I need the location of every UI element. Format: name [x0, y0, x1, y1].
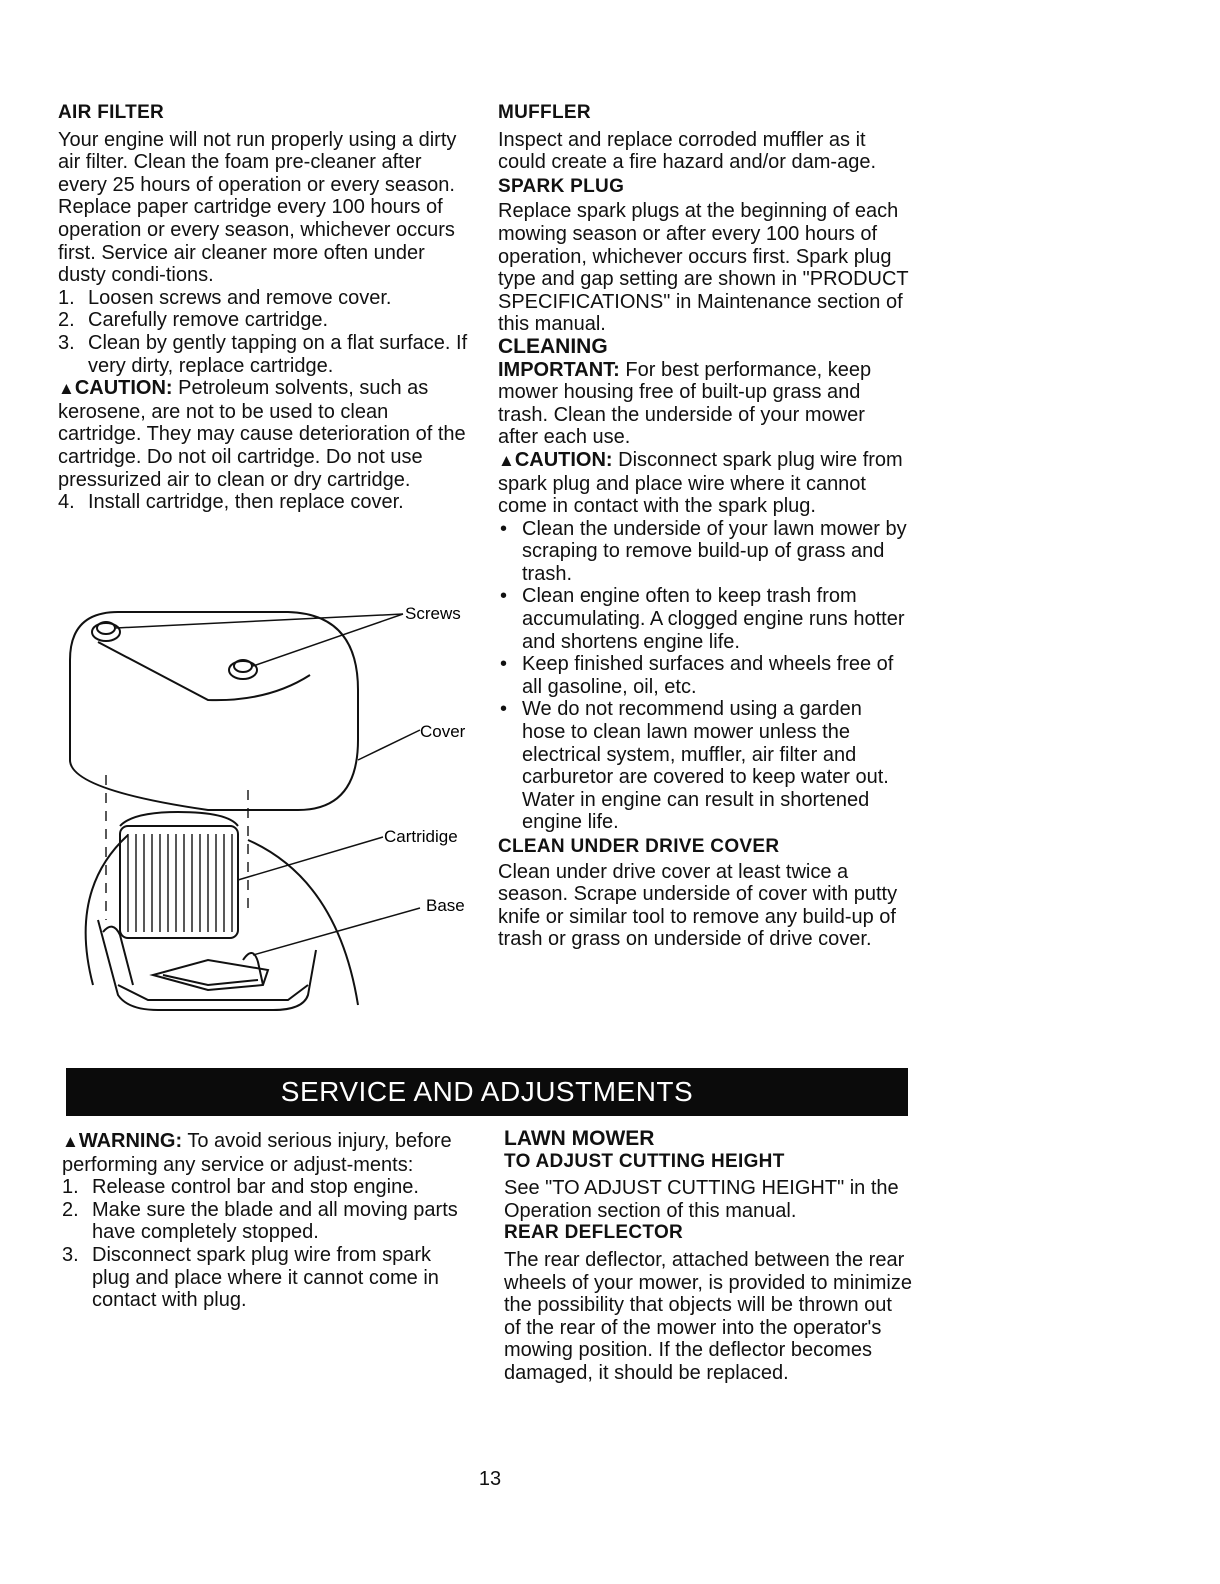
caution-paragraph — [58, 377, 468, 491]
list-item: • We do not recommend using a garden hose to clean lawn mower unless the electrical system, muffler, air filter and carburetor are covered to keep water out. Water in engine can result in shortened engine life. — [500, 698, 889, 834]
warning-section — [62, 1130, 474, 1312]
muffler-text: Inspect and replace corroded muffler as it could create a fire hazard and/or dam-age. — [498, 128, 876, 174]
maintenance-right-section — [498, 102, 910, 951]
warning-triangle-icon: ▲ — [58, 379, 75, 399]
section-banner — [66, 1068, 908, 1116]
list-item: 2. Carefully remove cartridge. — [58, 309, 329, 332]
spark-plug-heading: SPARK PLUG — [498, 175, 625, 197]
banner-title: SERVICE AND ADJUSTMENTS — [280, 1076, 694, 1107]
important-label: IMPORTANT: — [498, 358, 620, 381]
cutting-height-text: See "TO ADJUST CUTTING HEIGHT" in the Operation section of this manual. — [504, 1177, 899, 1222]
cleaning-bullets — [498, 518, 910, 834]
label-cover: Cover — [420, 722, 466, 741]
bullet-icon: • — [500, 698, 508, 721]
list-item: • Keep finished surfaces and wheels free of all gasoline, oil, etc. — [500, 653, 894, 698]
air-filter-diagram — [58, 590, 478, 1040]
warning-text: To avoid serious injury, before performing any service or adjust-ments: — [62, 1130, 452, 1176]
cleaning-heading: CLEANING — [498, 334, 608, 358]
caution-label: CAUTION: — [74, 377, 173, 400]
list-item: • Clean engine often to keep trash from accumulating. A clogged engine runs hotter and shortens engine life. — [500, 585, 905, 653]
lawn-mower-section — [504, 1128, 914, 1385]
caution-label: CAUTION: — [514, 448, 613, 471]
service-steps — [62, 1176, 474, 1312]
list-item: 1. Loosen screws and remove cover. — [58, 286, 392, 309]
caution-text: Petroleum solvents, such as kerosene, are not to be used to clean cartridge. They may cause deterioration of the cartridge. Do not oil cartridge. Do not use pressurized air to clean or dry cartridge. — [58, 377, 466, 491]
label-screws: Screws — [405, 604, 461, 623]
list-item: 4. Install cartridge, then replace cover. — [58, 491, 404, 514]
label-base: Base — [426, 896, 465, 915]
rear-deflector-text: The rear deflector, attached between the rear wheels of your mower, is provided to minimize the possibility that objects will be thrown out of the rear of the mower into the operator's mowing position. If the deflector becomes damaged, it should be replaced. — [504, 1248, 912, 1384]
drive-cover-heading: CLEAN UNDER DRIVE COVER — [498, 836, 780, 857]
base-outline — [98, 920, 316, 1010]
air-filter-section — [58, 102, 468, 514]
warning-label: WARNING: — [78, 1130, 183, 1152]
muffler-heading: MUFFLER — [498, 102, 591, 123]
important-paragraph — [498, 359, 910, 449]
drive-cover-text: Clean under drive cover at least twice a season. Scrape underside of cover with putty knife or similar tool to remove any build-up of trash or grass on underside of drive cover. — [498, 860, 898, 951]
label-cartridge: Cartridige — [384, 827, 458, 846]
list-item: 3. Disconnect spark plug wire from spark plug and place where it cannot come in contact with plug. — [62, 1243, 439, 1312]
warning-triangle-icon: ▲ — [498, 450, 515, 470]
air-filter-paragraph: Your engine will not run properly using a dirty air filter. Clean the foam pre-cleaner after every 25 hours of operation or every season. Replace paper cartridge every 100 hours of operation or every season, whichever occurs first. Service air cleaner more often under dusty condi-tions. — [58, 128, 457, 287]
caution-text: Disconnect spark plug wire from spark plug and place wire where it cannot come in contact with the spark plug. — [498, 448, 903, 518]
air-filter-heading: AIR FILTER — [58, 102, 165, 123]
warning-paragraph — [62, 1130, 474, 1176]
bullet-icon: • — [500, 517, 508, 540]
warning-triangle-icon: ▲ — [62, 1132, 79, 1151]
list-item: 3. Clean by gently tapping on a flat surface. If very dirty, replace cartridge. — [58, 331, 468, 377]
air-filter-step-4 — [58, 491, 468, 514]
list-item: • Clean the underside of your lawn mower by scraping to remove build-up of grass and trash. — [500, 517, 907, 585]
lawn-mower-heading: LAWN MOWER — [504, 1127, 655, 1150]
bullet-icon: • — [500, 585, 508, 608]
cutting-height-heading: TO ADJUST CUTTING HEIGHT — [504, 1150, 785, 1172]
bullet-icon: • — [500, 653, 508, 676]
list-item: 2. Make sure the blade and all moving parts have completely stopped. — [62, 1198, 458, 1244]
page-number: 13 — [478, 1468, 502, 1490]
cover-outline — [70, 612, 358, 810]
air-filter-steps — [58, 287, 468, 377]
list-item: 1. Release control bar and stop engine. — [62, 1176, 419, 1199]
important-text: For best performance, keep mower housing free of built-up grass and trash. Clean the underside of your mower after each use. — [498, 358, 872, 449]
rear-deflector-heading: REAR DEFLECTOR — [504, 1222, 684, 1244]
spark-plug-text: Replace spark plugs at the beginning of each mowing season or after every 100 hours of operation, whichever occurs first. Spark plug type and gap setting are shown in "PRODUCT SPECIFICATIONS" in Maintenance section of this manual. — [498, 200, 909, 336]
caution-paragraph — [498, 449, 910, 518]
